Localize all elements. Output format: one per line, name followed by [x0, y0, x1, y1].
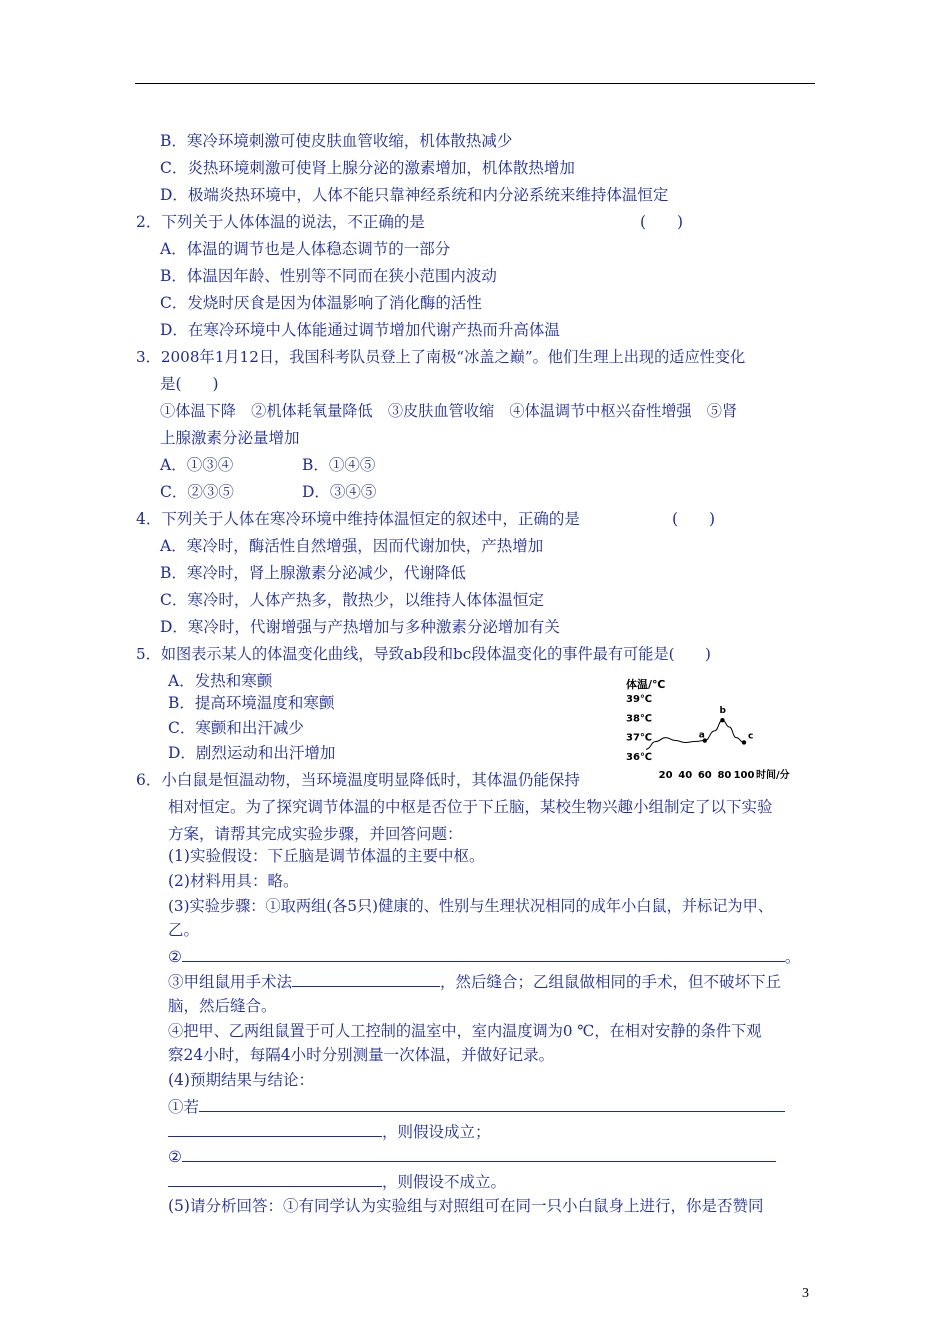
- q2-stem: 2．下列关于人体体温的说法，不正确的是: [136, 213, 425, 231]
- q6-step3-pre: ③甲组鼠用手术法: [168, 973, 293, 991]
- chart-x-tick: 60: [697, 770, 712, 781]
- q2-answer-paren: ( ): [640, 213, 684, 231]
- q5-option-a: A．发热和寒颤: [168, 672, 273, 690]
- chart-point-label: c: [748, 731, 754, 742]
- chart-point-label: b: [719, 706, 726, 717]
- chart-x-tick: 20: [658, 770, 673, 781]
- q2-option-a: A．体温的调节也是人体稳态调节的一部分: [160, 240, 451, 258]
- chart-y-tick: 36℃: [626, 752, 653, 763]
- q6-materials: (2)材料用具：略。: [168, 872, 299, 890]
- q3-stem-line1: 3．2008年1月12日，我国科考队员登上了南极“冰盖之巅”。他们生理上出现的适应性变化: [136, 348, 746, 366]
- q6-result2-blank2[interactable]: [168, 1171, 382, 1187]
- q5-option-d: D．剧烈运动和出汗增加: [168, 744, 336, 762]
- q6-step3: [168, 971, 781, 992]
- q6-analysis: (5)请分析回答：①有同学认为实验组与对照组可在同一只小白鼠身上进行，你是否赞同: [168, 1197, 764, 1215]
- q6-hypothesis: (1)实验假设：下丘脑是调节体温的主要中枢。: [168, 847, 485, 865]
- q6-result2-post: ，则假设不成立。: [382, 1173, 507, 1191]
- q6-result1-blank1[interactable]: [199, 1096, 785, 1112]
- q6-step4-line1: ④把甲、乙两组鼠置于可人工控制的温室中，室内温度调为0 ℃，在相对安静的条件下观: [168, 1022, 762, 1040]
- chart-x-tick: 100: [733, 770, 755, 781]
- q4-answer-paren: ( ): [672, 510, 716, 528]
- q6-result1-post: ，则假设成立；: [382, 1123, 491, 1141]
- q4-option-d: D．寒冷时，代谢增强与产热增加与多种激素分泌增加有关: [160, 618, 560, 636]
- q1-option-c: C．炎热环境刺激可使肾上腺分泌的激素增加，机体散热增加: [160, 159, 575, 177]
- q6-result2-line1: [168, 1146, 776, 1167]
- q6-step3-line2: 脑，然后缝合。: [168, 997, 277, 1015]
- q6-result2-line2: [168, 1171, 506, 1192]
- chart-ylabel: 体温/℃: [626, 678, 666, 691]
- q2-option-d: D．在寒冷环境中人体能通过调节增加代谢产热而升高体温: [160, 321, 560, 339]
- chart-point-b: [720, 718, 724, 722]
- q6-result1-line1: [168, 1096, 785, 1117]
- q1-option-d: D．极端炎热环境中，人体不能只靠神经系统和内分泌系统来维持体温恒定: [160, 186, 669, 204]
- q4-option-a: A．寒冷时，酶活性自然增强，因而代谢加快，产热增加: [160, 537, 544, 555]
- q6-step2: [168, 946, 800, 967]
- chart-point-c: [742, 740, 746, 744]
- q5-stem: 5．如图表示某人的体温变化曲线，导致ab段和bc段体温变化的事件最有可能是( ): [136, 645, 711, 663]
- chart-y-tick: 38℃: [626, 713, 653, 725]
- q6-result1-line2: [168, 1121, 491, 1142]
- q4-stem: 4．下列关于人体在寒冷环境中维持体温恒定的叙述中，正确的是: [136, 510, 580, 528]
- chart-x-tick: 40: [678, 770, 693, 781]
- q3-option-a: A．①③④: [160, 456, 234, 474]
- q6-step1-line1: (3)实验步骤：①取两组(各5只)健康的、性别与生理状况相同的成年小白鼠，并标记为甲、: [168, 897, 773, 915]
- q6-stem-line3: 方案，请帮其完成实验步骤，并回答问题：: [168, 825, 463, 843]
- chart-xlabel: 时间/分: [756, 770, 790, 781]
- chart-x-tick: 80: [717, 770, 732, 781]
- header-rule: [135, 83, 815, 84]
- q6-result2-pre: ②: [168, 1148, 182, 1166]
- q3-items-line1: ①体温下降 ②机体耗氧量降低 ③皮肤血管收缩 ④体温调节中枢兴奋性增强 ⑤肾: [160, 402, 738, 420]
- q2-option-b: B．体温因年龄、性别等不同而在狭小范围内波动: [160, 267, 497, 285]
- q3-items-line2: 上腺激素分泌量增加: [160, 429, 300, 447]
- q6-step2-blank[interactable]: [182, 946, 785, 962]
- q2-option-c: C．发烧时厌食是因为体温影响了消化酶的活性: [160, 294, 482, 312]
- q6-step1-line2: 乙。: [168, 921, 200, 939]
- q6-step2-end: 。: [784, 948, 801, 966]
- q6-step4-line2: 察24小时，每隔4小时分别测量一次体温，并做好记录。: [168, 1046, 555, 1064]
- chart-point-label: a: [698, 730, 705, 741]
- chart-y-tick: 39℃: [626, 694, 653, 705]
- q5-option-b: B．提高环境温度和寒颤: [168, 694, 335, 712]
- q4-option-b: B．寒冷时，肾上腺激素分泌减少，代谢降低: [160, 564, 466, 582]
- temperature-chart: [620, 674, 800, 786]
- q1-option-b: B．寒冷环境刺激可使皮肤血管收缩，机体散热减少: [160, 132, 513, 150]
- q3-stem-line2: 是( ): [160, 375, 219, 393]
- q6-step3-blank[interactable]: [292, 971, 440, 987]
- q3-option-d: D．③④⑤: [302, 483, 377, 501]
- temperature-curve: [646, 720, 744, 749]
- q3-option-b: B．①④⑤: [302, 456, 376, 474]
- q4-option-c: C．寒冷时，人体产热多，散热少，以维持人体体温恒定: [160, 591, 544, 609]
- q6-stem-line1: 6．小白鼠是恒温动物，当环境温度明显降低时，其体温仍能保持: [136, 771, 580, 789]
- q6-step2-marker: ②: [168, 948, 182, 966]
- q3-option-c: C．②③⑤: [160, 483, 234, 501]
- page-number: 3: [802, 1286, 809, 1301]
- q6-stem-line2: 相对恒定。为了探究调节体温的中枢是否位于下丘脑，某校生物兴趣小组制定了以下实验: [168, 798, 773, 816]
- q6-prediction-heading: (4)预期结果与结论：: [168, 1071, 314, 1089]
- q6-step3-post: ，然后缝合；乙组鼠做相同的手术，但不破坏下丘: [440, 973, 782, 991]
- q6-result1-blank2[interactable]: [168, 1121, 382, 1137]
- chart-y-tick: 37℃: [626, 732, 653, 744]
- q6-result2-blank1[interactable]: [182, 1146, 776, 1162]
- q5-option-c: C．寒颤和出汗减少: [168, 719, 304, 737]
- q6-result1-pre: ①若: [168, 1098, 200, 1116]
